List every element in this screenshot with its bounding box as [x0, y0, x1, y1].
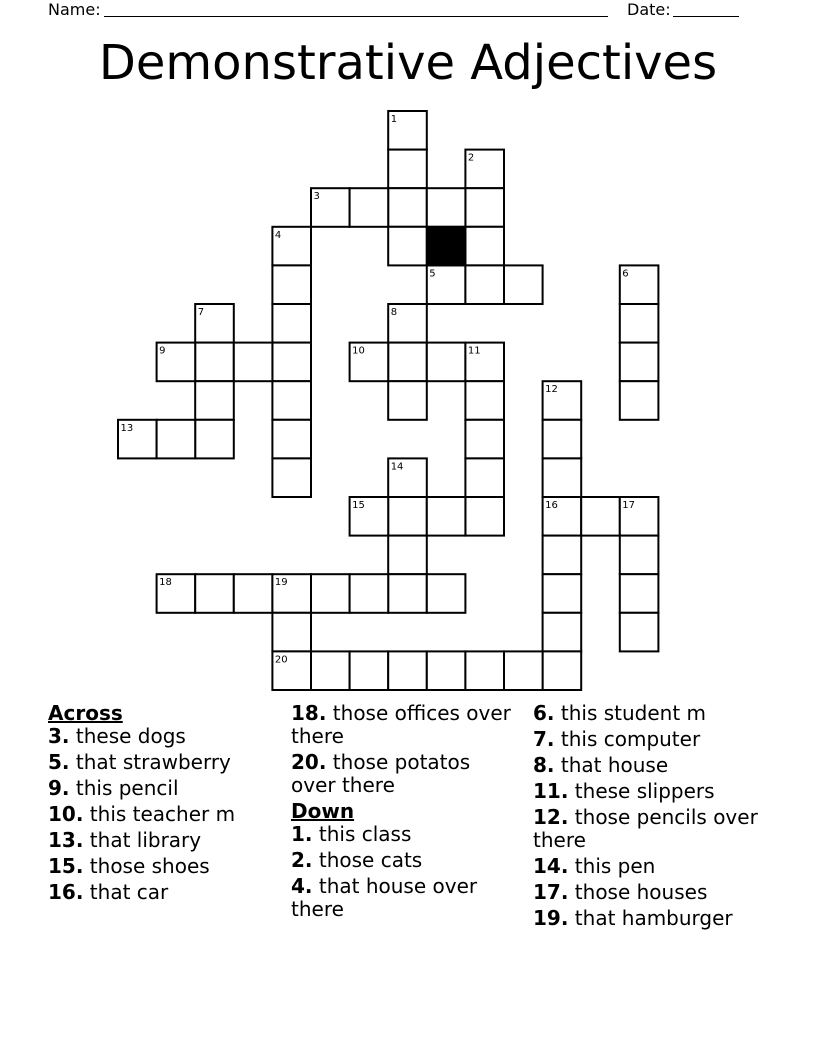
clue-text: this class	[312, 822, 412, 846]
crossword-cell[interactable]	[272, 304, 311, 343]
clue-text: this pencil	[69, 776, 179, 800]
crossword-cell[interactable]	[427, 574, 466, 613]
crossword-cell[interactable]	[388, 497, 427, 536]
clue-item	[533, 754, 763, 777]
crossword-cell[interactable]	[311, 188, 350, 227]
clue-text: that house	[554, 753, 669, 777]
clue-item	[533, 907, 763, 930]
clue-item	[48, 725, 278, 748]
crossword-black-cell	[427, 227, 466, 266]
clue-number: 14.	[533, 854, 569, 878]
clue-text: this student m	[554, 701, 707, 725]
clue-text: this computer	[554, 727, 701, 751]
clue-text: those shoes	[83, 854, 210, 878]
clue-number: 5.	[48, 750, 70, 774]
cell-number: 14	[390, 461, 404, 473]
crossword-cell[interactable]	[350, 188, 389, 227]
crossword-cell[interactable]	[350, 574, 389, 613]
clue-text: those houses	[568, 880, 708, 904]
crossword-cell[interactable]	[272, 381, 311, 420]
crossword-cell[interactable]	[350, 343, 389, 382]
clue-number: 13.	[48, 828, 84, 852]
clue-item	[291, 849, 521, 872]
clue-number: 9.	[48, 776, 70, 800]
crossword-cell[interactable]	[427, 343, 466, 382]
clue-number: 15.	[48, 854, 84, 878]
crossword-cell[interactable]	[350, 651, 389, 690]
crossword-cell[interactable]	[465, 343, 504, 382]
cell-number: 15	[352, 500, 365, 511]
crossword-cell[interactable]	[427, 265, 466, 304]
crossword-cell[interactable]	[465, 420, 504, 459]
crossword-cell[interactable]	[427, 497, 466, 536]
clue-number: 10.	[48, 802, 84, 826]
crossword-cell[interactable]	[272, 613, 311, 652]
page-title: Demonstrative Adjectives	[98, 35, 718, 91]
cell-number: 4	[274, 229, 282, 241]
crossword-cell[interactable]	[311, 651, 350, 690]
clue-text: these slippers	[568, 779, 715, 803]
clue-item	[533, 806, 763, 852]
crossword-cell[interactable]	[388, 536, 427, 575]
crossword-cell[interactable]	[195, 343, 234, 382]
cell-number: 11	[467, 345, 481, 357]
crossword-cell[interactable]	[195, 381, 234, 420]
crossword-cell[interactable]	[581, 497, 620, 536]
crossword-cell[interactable]	[543, 381, 582, 420]
clue-text: those pencils over there	[533, 805, 758, 852]
clue-number: 6.	[533, 701, 555, 725]
clue-item	[533, 881, 763, 904]
clue-number: 17.	[533, 880, 569, 904]
crossword-cell[interactable]	[234, 574, 273, 613]
crossword-cell[interactable]	[157, 420, 196, 459]
crossword-cell[interactable]	[504, 651, 543, 690]
clue-number: 19.	[533, 906, 569, 930]
crossword-cell[interactable]	[504, 265, 543, 304]
clue-item	[291, 751, 521, 797]
clue-item	[48, 803, 278, 826]
clue-number: 7.	[533, 727, 555, 751]
crossword-cell[interactable]	[465, 188, 504, 227]
clue-item	[48, 855, 278, 878]
clue-item	[291, 702, 521, 748]
crossword-cell[interactable]	[388, 343, 427, 382]
clue-column-3	[533, 702, 763, 933]
clue-item	[48, 777, 278, 800]
crossword-cell[interactable]	[465, 381, 504, 420]
clue-number: 12.	[533, 805, 569, 829]
crossword-cell[interactable]	[388, 651, 427, 690]
clue-number: 8.	[533, 753, 555, 777]
clue-text: those offices over there	[291, 701, 511, 748]
crossword-cell[interactable]	[543, 420, 582, 459]
clue-item	[48, 751, 278, 774]
crossword-cell[interactable]	[543, 651, 582, 690]
crossword-cell[interactable]	[620, 265, 659, 304]
crossword-cell[interactable]	[234, 343, 273, 382]
crossword-cell[interactable]	[388, 150, 427, 189]
cell-number: 10	[352, 345, 365, 357]
date-label: Date:	[627, 0, 671, 19]
crossword-cell[interactable]	[272, 458, 311, 497]
crossword-cell[interactable]	[388, 381, 427, 420]
crossword-cell[interactable]	[543, 613, 582, 652]
cell-number: 9	[159, 345, 166, 357]
cell-number: 16	[545, 500, 558, 511]
crossword-cell[interactable]	[388, 574, 427, 613]
name-field[interactable]	[104, 16, 608, 17]
cell-number: 19	[274, 577, 288, 589]
crossword-cell[interactable]	[118, 420, 157, 459]
crossword-cell[interactable]	[388, 227, 427, 266]
cell-number: 12	[545, 384, 558, 396]
clue-text: that strawberry	[69, 750, 231, 774]
clue-item	[291, 823, 521, 846]
cell-number: 13	[120, 422, 134, 434]
crossword-cell[interactable]	[465, 265, 504, 304]
clue-column-2	[291, 702, 521, 924]
crossword-cell[interactable]	[465, 150, 504, 189]
clue-text: that library	[83, 828, 202, 852]
crossword-cell[interactable]	[195, 304, 234, 343]
crossword-cell[interactable]	[465, 458, 504, 497]
crossword-cell[interactable]	[427, 188, 466, 227]
crossword-cell[interactable]	[543, 574, 582, 613]
clue-item	[533, 702, 763, 725]
clue-number: 4.	[291, 874, 313, 898]
crossword-cell[interactable]	[620, 574, 659, 613]
clue-number: 11.	[533, 779, 569, 803]
crossword-cell[interactable]	[157, 343, 196, 382]
cell-number: 8	[390, 307, 398, 318]
crossword-cell[interactable]	[350, 497, 389, 536]
crossword-cell[interactable]	[311, 574, 350, 613]
clue-item	[533, 780, 763, 803]
crossword-cell[interactable]	[388, 304, 427, 343]
crossword-cell[interactable]	[272, 265, 311, 304]
name-label: Name:	[48, 0, 101, 19]
clue-column-1	[48, 702, 278, 907]
cell-number: 18	[159, 577, 172, 589]
crossword-cell[interactable]	[272, 420, 311, 459]
cell-number: 6	[622, 268, 629, 280]
cell-number: 20	[274, 654, 288, 666]
crossword-cell[interactable]	[620, 381, 659, 420]
crossword-cell[interactable]	[427, 651, 466, 690]
crossword-cell[interactable]	[272, 343, 311, 382]
clue-text: those potatos over there	[291, 750, 471, 797]
clue-heading-down: Down	[291, 799, 355, 823]
crossword-cell[interactable]	[272, 574, 311, 613]
clue-text: this pen	[568, 854, 656, 878]
cell-number: 3	[313, 191, 320, 203]
date-field[interactable]	[673, 16, 739, 17]
clue-text: those cats	[312, 848, 423, 872]
crossword-cell[interactable]	[388, 188, 427, 227]
clue-number: 18.	[291, 701, 327, 725]
crossword-cell[interactable]	[465, 651, 504, 690]
clue-item	[533, 728, 763, 751]
crossword-cell[interactable]	[543, 497, 582, 536]
clue-item	[48, 881, 278, 904]
crossword-cell[interactable]	[272, 651, 311, 690]
crossword-cell[interactable]	[388, 111, 427, 150]
crossword-cell[interactable]	[620, 343, 659, 382]
clue-text: these dogs	[69, 724, 186, 748]
crossword-cell[interactable]	[465, 497, 504, 536]
clue-item	[533, 855, 763, 878]
clue-number: 1.	[291, 822, 313, 846]
clue-text: this teacher m	[83, 802, 236, 826]
crossword-cell[interactable]	[157, 574, 196, 613]
crossword-cell[interactable]	[543, 536, 582, 575]
crossword-cell[interactable]	[620, 536, 659, 575]
cell-number: 1	[390, 114, 398, 125]
crossword-cell[interactable]	[620, 497, 659, 536]
crossword-cell[interactable]	[465, 227, 504, 266]
crossword-cell[interactable]	[388, 458, 427, 497]
crossword-cell[interactable]	[195, 574, 234, 613]
crossword-cell[interactable]	[543, 458, 582, 497]
clue-number: 16.	[48, 880, 84, 904]
clue-text: that car	[83, 880, 169, 904]
clue-item	[291, 875, 521, 921]
clue-heading-across: Across	[48, 701, 123, 725]
clue-number: 3.	[48, 724, 70, 748]
cell-number: 17	[622, 500, 636, 511]
clue-text: that hamburger	[568, 906, 733, 930]
crossword-cell[interactable]	[272, 227, 311, 266]
clue-text: that house over there	[291, 874, 478, 921]
clue-item	[48, 829, 278, 852]
crossword-cell[interactable]	[195, 420, 234, 459]
cell-number: 7	[197, 307, 205, 318]
clue-number: 20.	[291, 750, 327, 774]
clue-number: 2.	[291, 848, 313, 872]
crossword-cell[interactable]	[620, 613, 659, 652]
cell-number: 2	[467, 152, 475, 164]
crossword-cell[interactable]	[620, 304, 659, 343]
cell-number: 5	[429, 268, 436, 280]
